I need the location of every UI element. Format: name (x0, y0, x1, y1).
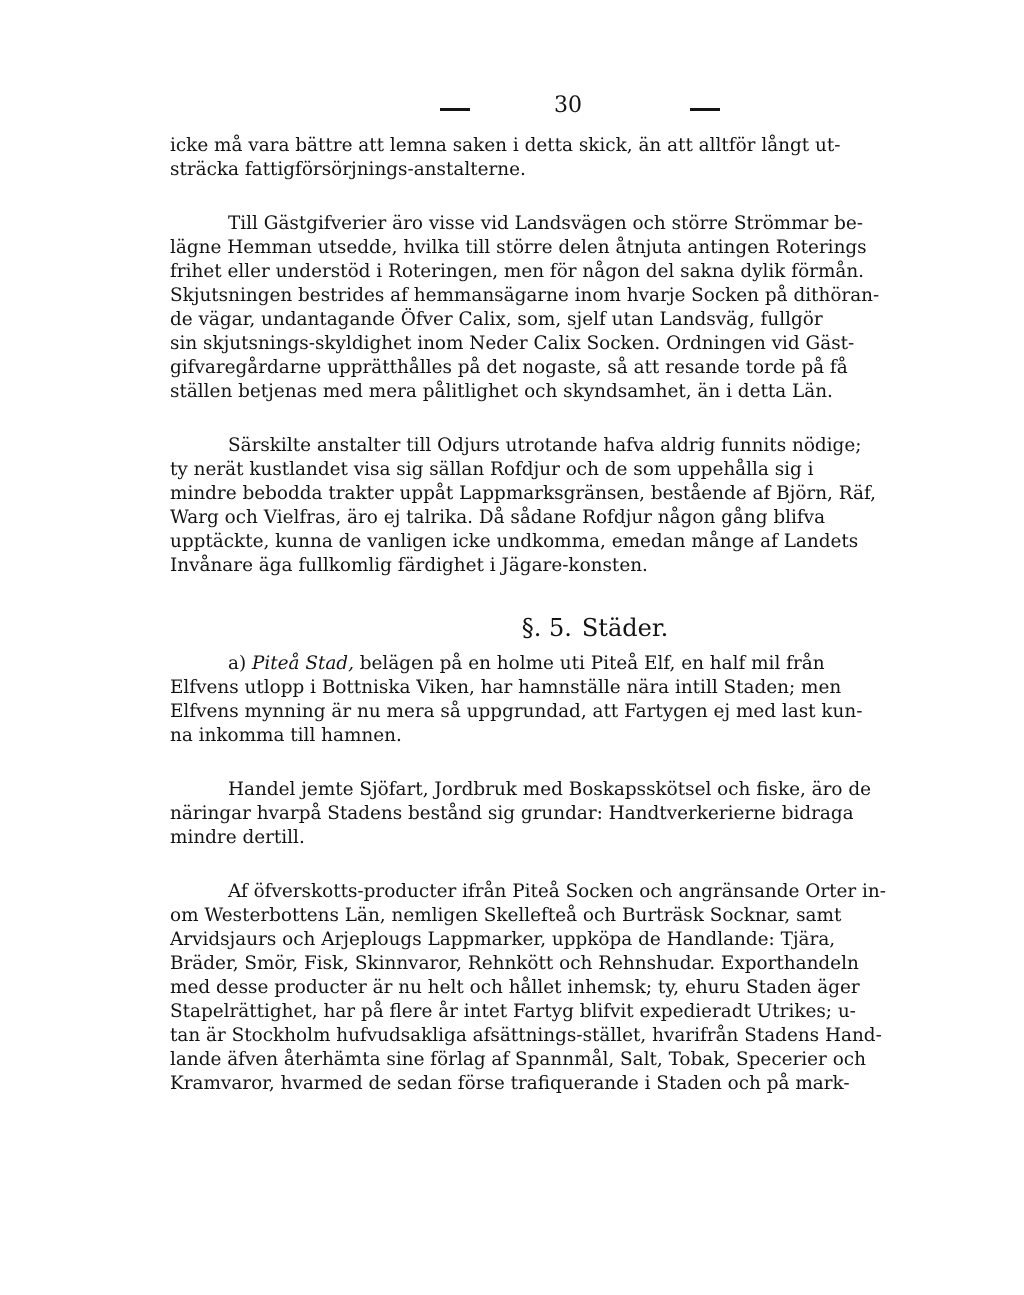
text-line: frihet eller understöd i Roteringen, men för någon del sakna dylik förmån. (170, 261, 865, 282)
text-line: tan är Stockholm hufvudsakliga afsättnings-stället, hvarifrån Stadens Hand- (170, 1025, 882, 1046)
text-line: Handel jemte Sjöfart, Jordbruk med Boskapsskötsel och fiske, äro de (228, 779, 871, 800)
text-line: sträcka fattigförsörjnings-anstalterne. (170, 159, 526, 180)
text-line: Stapelrättighet, har på flere år intet Fartyg blifvit expedieradt Utrikes; u- (170, 1001, 856, 1022)
header-dash-left (440, 108, 470, 111)
paragraph-gastgifverier (170, 212, 988, 404)
list-label: a) (228, 653, 247, 674)
text-line: Arvidsjaurs och Arjeplougs Lappmarker, uppköpa de Handlande: Tjära, (170, 929, 836, 950)
text-line: lägne Hemman utsedde, hvilka till större delen åtnjuta antingen Roterings (170, 237, 867, 258)
text-line: sin skjutsnings-skyldighet inom Neder Calix Socken. Ordningen vid Gäst- (170, 333, 855, 354)
text-line: Bräder, Smör, Fisk, Skinnvaror, Rehnkött och Rehnshudar. Exporthandeln (170, 953, 859, 974)
document-page (170, 88, 988, 1096)
text-line: näringar hvarpå Stadens bestånd sig grundar: Handtverkerierne bidraga (170, 803, 854, 824)
paragraph-export (170, 880, 988, 1096)
text-line: na inkomma till hamnen. (170, 725, 402, 746)
text-line: Invånare äga fullkomlig färdighet i Jägare-konsten. (170, 555, 648, 576)
text-line: upptäckte, kunna de vanligen icke undkomma, emedan månge af Landets (170, 531, 859, 552)
text-line: Särskilte anstalter till Odjurs utrotande hafva aldrig funnits nödige; (228, 435, 862, 456)
text-line: icke må vara bättre att lemna saken i detta skick, än att alltför långt ut- (170, 135, 841, 156)
page-header (170, 88, 988, 128)
paragraph-pitea (170, 652, 988, 748)
text-line: ställen betjenas med mera pålitlighet och skyndsamhet, än i detta Län. (170, 381, 833, 402)
text-line: Till Gästgifverier äro visse vid Landsvägen och större Strömmar be- (228, 213, 864, 234)
paragraph-continuation (170, 134, 988, 182)
text-line: lande äfven återhämta sine förlag af Spannmål, Salt, Tobak, Specerier och (170, 1049, 866, 1070)
page-number: 30 (554, 93, 582, 118)
text-fragment: belägen på en holme uti Piteå Elf, en half mil från (359, 653, 825, 674)
section-title: Städer. (581, 614, 669, 642)
text-line: Warg och Vielfras, äro ej talrika. Då sådane Rofdjur någon gång blifva (170, 507, 826, 528)
text-line: om Westerbottens Län, nemligen Skellefteå och Burträsk Socknar, samt (170, 905, 842, 926)
section-heading (170, 612, 988, 644)
text-line: Af öfverskotts-producter ifrån Piteå Socken och angränsande Orter in- (228, 881, 886, 902)
text-line: Skjutsningen bestrides af hemmansägarne inom hvarje Socken på dithöran- (170, 285, 880, 306)
city-name: Piteå Stad, (252, 653, 354, 674)
text-line: Elfvens mynning är nu mera så uppgrundad, att Fartygen ej med last kun- (170, 701, 863, 722)
text-line: mindre dertill. (170, 827, 305, 848)
paragraph-handel (170, 778, 988, 850)
header-dash-right (690, 108, 720, 111)
text-line (170, 652, 988, 676)
text-line: de vägar, undantagande Öfver Calix, som, sjelf utan Landsväg, fullgör (170, 309, 823, 330)
text-line: gifvaregårdarne upprätthålles på det nogaste, så att resande torde på få (170, 357, 848, 378)
text-line: mindre bebodda trakter uppåt Lappmarksgränsen, bestående af Björn, Räf, (170, 483, 876, 504)
section-symbol: §. 5. (521, 614, 572, 642)
text-line: Kramvaror, hvarmed de sedan förse trafiquerande i Staden och på mark- (170, 1073, 850, 1094)
text-line: med desse producter är nu helt och hållet inhemsk; ty, ehuru Staden äger (170, 977, 860, 998)
text-line: Elfvens utlopp i Bottniska Viken, har hamnställe nära intill Staden; men (170, 677, 842, 698)
paragraph-odjur (170, 434, 988, 578)
text-line: ty nerät kustlandet visa sig sällan Rofdjur och de som uppehålla sig i (170, 459, 814, 480)
